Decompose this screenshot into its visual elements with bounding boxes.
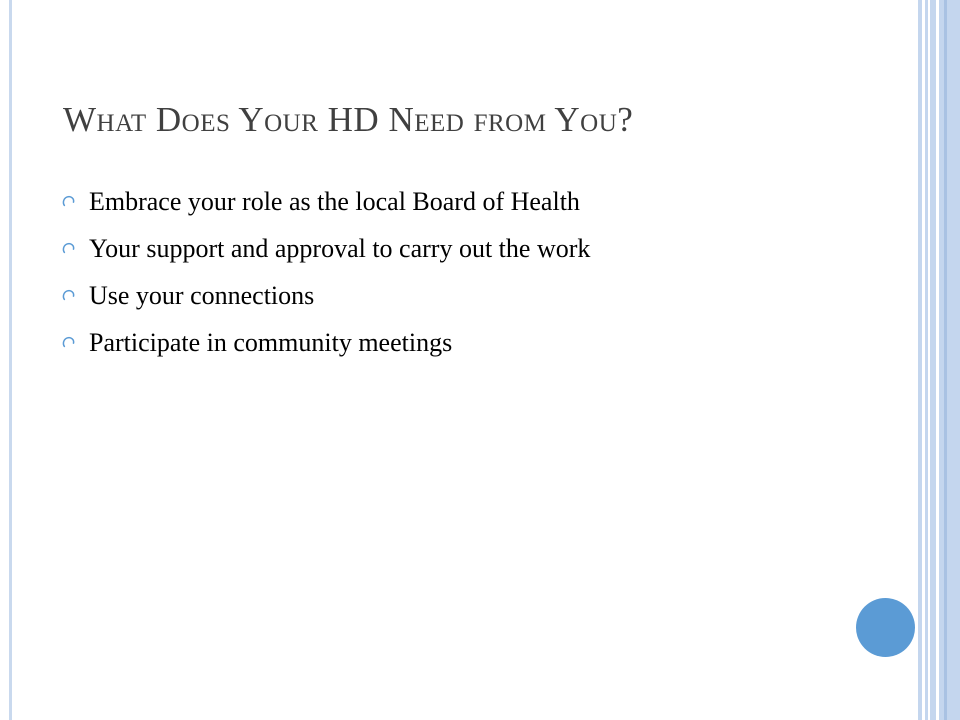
bullet-item — [62, 272, 590, 319]
right-decorative-stripe — [930, 0, 936, 720]
decorative-blue-circle — [856, 598, 915, 657]
right-decorative-band — [939, 0, 960, 720]
bullet-text: Your support and approval to carry out the work — [89, 233, 591, 263]
bullet-list — [62, 178, 590, 366]
bullet-text: Embrace your role as the local Board of Health — [89, 186, 580, 216]
bullet-marker-icon — [62, 242, 75, 255]
right-decorative-stripe — [918, 0, 922, 720]
bullet-marker-icon — [62, 289, 75, 302]
left-border-line — [9, 0, 12, 720]
bullet-item — [62, 319, 590, 366]
bullet-item — [62, 225, 590, 272]
bullet-text: Participate in community meetings — [89, 327, 453, 357]
slide-title: What Does Your HD Need from You? — [63, 100, 634, 139]
right-decorative-stripe — [925, 0, 928, 720]
bullet-item — [62, 178, 590, 225]
bullet-marker-icon — [62, 195, 75, 208]
bullet-marker-icon — [62, 336, 75, 349]
bullet-text: Use your connections — [89, 280, 315, 310]
right-decorative-stripe — [944, 0, 947, 720]
